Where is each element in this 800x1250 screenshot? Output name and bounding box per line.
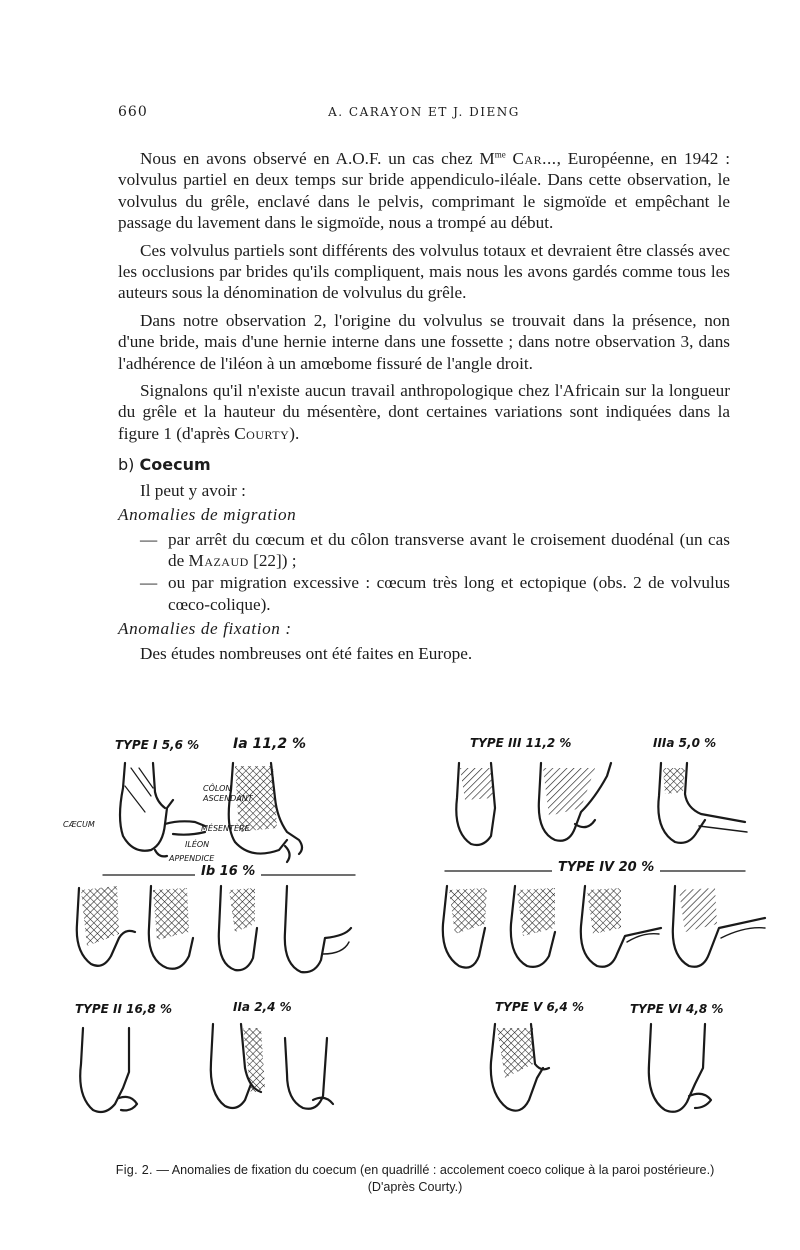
body-text xyxy=(118,148,730,666)
section-label: b) xyxy=(118,455,135,475)
figure-caption xyxy=(95,1162,735,1196)
label-type-3: TYPE III 11,2 % xyxy=(470,736,572,750)
paragraph-1 xyxy=(118,148,730,234)
section-heading xyxy=(118,454,730,475)
list-item-2-text: ou par migration excessive : cœcum très long et ectopique (obs. 2 de volvulus cœco-colique). xyxy=(168,573,730,614)
mme-superscript: me xyxy=(494,149,506,160)
paragraph-4-text: Signalons qu'il n'existe aucun travail anthropologique chez l'Africain sur la longueur du grêle et la hauteur du mésentère, dont certaines variations sont indiquées dans la figure 1 (d'après xyxy=(118,381,730,443)
list-dash: — xyxy=(140,573,158,593)
drawing-type-3 xyxy=(456,763,611,845)
paragraph-1-text: Nous en avons observé en A.O.F. un cas chez M xyxy=(140,149,495,168)
paragraph-1-rest: , Européenne, en 1942 : volvulus partiel en deux temps sur bride appendiculo-iléale. Dans cette observation, le volvulus du grêle, enclavé dans le pelvis, comprimant le sigmoïde et empêchant le passage du lavement dans le sigmoïde, nous a trompé au début. xyxy=(118,149,730,233)
label-type-2: TYPE II 16,8 % xyxy=(75,1002,172,1016)
label-type-4: TYPE IV 20 % xyxy=(552,860,660,875)
drawing-type-5 xyxy=(491,1024,549,1111)
drawing-type-2a xyxy=(211,1024,333,1109)
list-item-1-end: [22]) ; xyxy=(248,550,297,570)
label-type-6: TYPE VI 4,8 % xyxy=(630,1002,724,1016)
list-item-1-text: par arrêt du cœcum et du côlon transverse avant le croisement duodénal (un cas de xyxy=(168,529,730,570)
page-header xyxy=(118,104,730,126)
subheading-fixation: Anomalies de fixation : xyxy=(118,619,292,639)
author-mazaud: Mazaud xyxy=(188,550,249,570)
paragraph-2: Ces volvulus partiels sont différents des volvulus totaux et devraient être classés avec les occlusions par brides qu'ils compliquent, mais nous les avons gardés comme tous les auteurs sous la dénomination de volvulus du grêle. xyxy=(118,240,730,303)
label-type-3a: IIIa 5,0 % xyxy=(653,736,717,750)
annotation-ileon: ILÉON xyxy=(185,840,210,849)
page-number: 660 xyxy=(118,104,148,120)
caption-label: Fig. 2. xyxy=(115,1163,153,1177)
anatomy-drawings xyxy=(55,728,770,1136)
drawing-type-3a xyxy=(658,763,747,843)
drawing-type-4 xyxy=(443,886,765,968)
label-type-1: TYPE I 5,6 % xyxy=(115,738,200,752)
paragraph-3: Dans notre observation 2, l'origine du volvulus se trouvait dans la présence, non d'une bride, mais d'une hernie interne dans une fossette ; dans notre observation 3, dans l'adhérence de l'iléon à un amœbome fissuré de l'angle droit. xyxy=(118,310,730,373)
drawing-type-1b xyxy=(77,886,351,972)
running-head: A. CARAYON ET J. DIENG xyxy=(328,105,520,119)
annotation-mesentere: MÉSENTÈRE xyxy=(201,824,250,833)
label-type-1a: Ia 11,2 % xyxy=(233,736,306,752)
list-item-2 xyxy=(118,572,730,615)
list-intro: Il peut y avoir : xyxy=(140,480,246,500)
paragraph-4 xyxy=(118,380,730,444)
drawing-type-2 xyxy=(80,1028,137,1112)
subheading-migration: Anomalies de migration xyxy=(118,505,297,525)
label-type-1b: Ib 16 % xyxy=(195,864,261,879)
closing-sentence: Des études nombreuses ont été faites en Europe. xyxy=(140,643,473,663)
label-type-2a: IIa 2,4 % xyxy=(233,1000,292,1014)
list-dash: — xyxy=(140,529,158,549)
drawing-type-1a xyxy=(229,763,302,862)
section-title: Coecum xyxy=(139,455,211,475)
figure-2 xyxy=(55,728,770,1136)
patient-name: Car... xyxy=(512,149,557,168)
author-courty: Courty xyxy=(234,423,290,443)
annotation-appendice: APPENDICE xyxy=(169,854,215,863)
paragraph-4-end: ). xyxy=(289,423,300,443)
caption-text: — Anomalies de fixation du coecum (en quadrillé : accolement coeco colique à la paroi postérieure.) (D'après Courty.) xyxy=(152,1163,715,1194)
list-item-1 xyxy=(118,529,730,572)
label-type-5: TYPE V 6,4 % xyxy=(495,1000,584,1014)
drawing-type-6 xyxy=(649,1024,711,1112)
annotation-caecum: CÆCUM xyxy=(63,820,95,829)
annotation-colon-ascendant: CÔLON ASCENDANT xyxy=(203,784,253,803)
